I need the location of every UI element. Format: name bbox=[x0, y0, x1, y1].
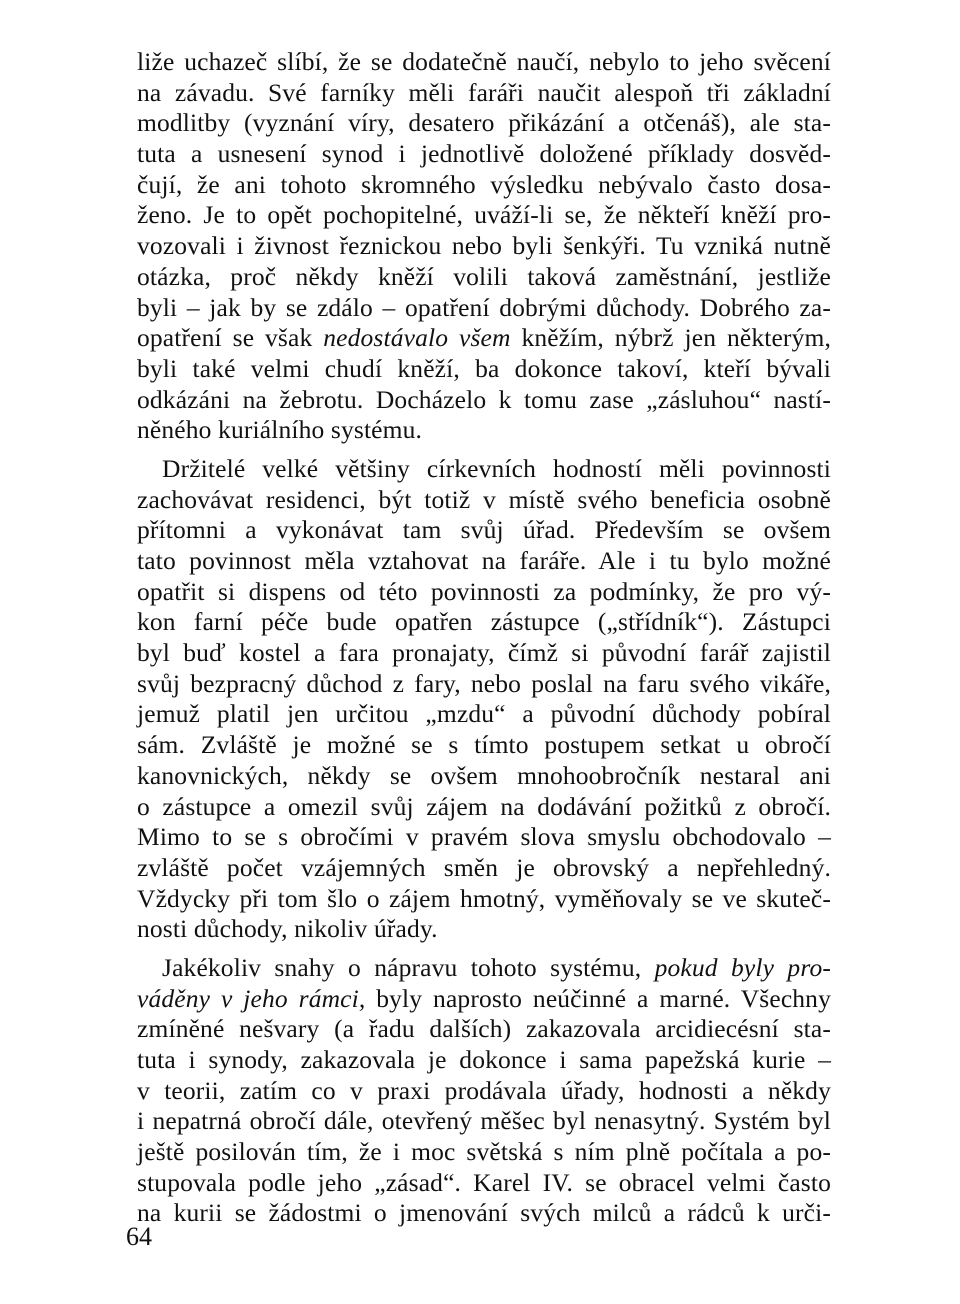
text-line: opatření se však nedostávalo všem kněžím, nýbrž jen některým, bbox=[137, 323, 831, 353]
text-line: ženo. Je to opět pochopitelné, uváží-li se, že někteří kněží pro- bbox=[137, 200, 831, 230]
text-line: jemuž platil jen určitou „mzdu“ a původní důchody pobíral bbox=[137, 699, 831, 729]
text-line: tuta a usnesení synod i jednotlivě doložené příklady dosvěd- bbox=[137, 139, 831, 169]
text-line: nosti důchody, nikoliv úřady. bbox=[137, 914, 438, 944]
text-line: byl buď kostel a fara pronajaty, čímž si původní farář zajistil bbox=[137, 638, 831, 668]
text-line: přítomni a vykonávat tam svůj úřad. Především se ovšem bbox=[137, 515, 831, 545]
text-line: váděny v jeho rámci, byly naprosto neúčinné a marné. Všechny bbox=[137, 983, 831, 1013]
text-line: opatřit si dispens od této povinnosti za podmínky, že pro vý- bbox=[137, 576, 831, 606]
text-line: kon farní péče bude opatřen zástupce („střídník“). Zástupci bbox=[137, 607, 831, 637]
text-line: v teorii, zatím co v praxi prodávala úřady, hodnosti a někdy bbox=[137, 1075, 831, 1105]
text-line: liže uchazeč slíbí, že se dodatečně naučí, nebylo to jeho svěcení bbox=[137, 47, 831, 76]
text-line: svůj bezpracný důchod z fary, nebo poslal na faru svého vikáře, bbox=[137, 668, 831, 698]
text-line: něného kuriálního systému. bbox=[137, 415, 423, 445]
text-line: modlitby (vyznání víry, desatero přikázání a otčenáš), ale sta- bbox=[137, 108, 831, 138]
text-line: zvláště počet vzájemných směn je obrovský a nepřehledný. bbox=[137, 852, 831, 882]
text-line: i nepatrná obročí dále, otevřený měšec byl nenasytný. Systém byl bbox=[137, 1106, 831, 1136]
text-line: ještě posilován tím, že i moc světská s ním plně počítala a po- bbox=[137, 1137, 831, 1167]
emphasized-text: pokud byly pro- bbox=[654, 952, 831, 982]
text-line: Mimo to se s obročími v pravém slova smyslu obchodovalo – bbox=[137, 822, 831, 852]
text-line: otázka, proč někdy kněží volili taková zaměstnání, jestliže bbox=[137, 261, 831, 291]
emphasized-text: nedostávalo všem bbox=[323, 323, 511, 353]
text-line: sám. Zvláště je možné se s tímto postupem setkat u obročí bbox=[137, 730, 831, 760]
text-line: odkázáni na žebrotu. Docházelo k tomu zase „zásluhou“ nastí- bbox=[137, 384, 831, 414]
text-line: čují, že ani tohoto skromného výsledku nebývalo často dosa- bbox=[137, 169, 831, 199]
body-text bbox=[137, 47, 831, 1229]
text-line: na závadu. Své farníky měli faráři naučit alespoň tři základní bbox=[137, 77, 831, 107]
text-line: byli také velmi chudí kněží, ba dokonce takoví, kteří bývali bbox=[137, 353, 831, 383]
text-line: stupovala podle jeho „zásad“. Karel IV. se obracel velmi často bbox=[137, 1167, 831, 1197]
text-line: kanovnických, někdy se ovšem mnohoobročník nestaral ani bbox=[137, 760, 831, 790]
text-line: zachovávat residenci, být totiž v místě svého beneficia osobně bbox=[137, 484, 831, 514]
text-line: vozovali i živnost řeznickou nebo byli šenkýři. Tu vzniká nutně bbox=[137, 231, 831, 261]
text-line: Držitelé velké většiny církevních hodností měli povinnosti bbox=[162, 453, 831, 483]
text-line: Vždycky při tom šlo o zájem hmotný, vyměňovaly se ve skuteč- bbox=[137, 883, 831, 913]
page-number: 64 bbox=[126, 1222, 152, 1251]
text-line: tuta i synody, zakazovala je dokonce i sama papežská kurie – bbox=[137, 1045, 831, 1074]
text-line: tato povinnost měla vztahovat na faráře. Ale i tu bylo možné bbox=[137, 546, 831, 575]
text-line: zmíněné nešvary (a řadu dalších) zakazovala arcidiecésní sta- bbox=[137, 1014, 831, 1044]
emphasized-text: váděny v jeho rámci, bbox=[137, 983, 366, 1013]
text-line: byli – jak by se zdálo – opatření dobrými důchody. Dobrého za- bbox=[137, 292, 831, 322]
text-line: na kurii se žádostmi o jmenování svých milců a rádců k urči- bbox=[137, 1198, 831, 1228]
text-line: Jakékoliv snahy o nápravu tohoto systému, pokud byly pro- bbox=[162, 952, 831, 982]
text-line: o zástupce a omezil svůj zájem na dodávání požitků z obročí. bbox=[137, 791, 831, 821]
